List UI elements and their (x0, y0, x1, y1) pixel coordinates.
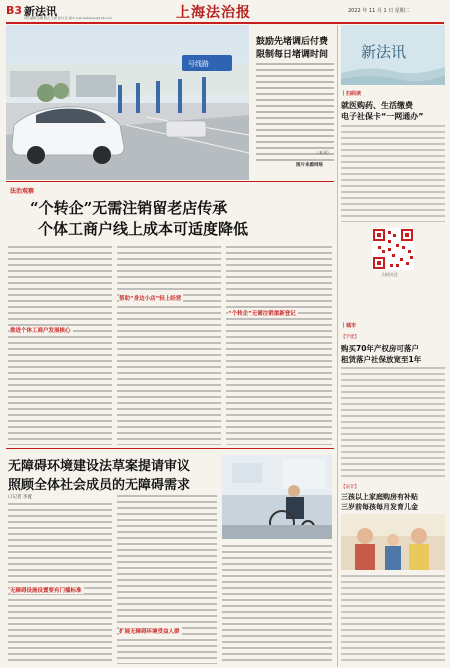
feature-subhead-3: “个转企”无需注销重新登记 (228, 311, 296, 317)
issue-date: 2022 年 11 月 1 日 星期二 (348, 8, 410, 14)
bottom-subhead-2: 扩展无障碍环境受益人群 (119, 629, 180, 635)
bottom-title-1: 无障碍环境建设法草案提请审议 (8, 459, 191, 474)
bottom-top-rule (6, 448, 334, 449)
svg-text:号线路: 号线路 (188, 60, 209, 68)
paper-title: 上海法治报 (176, 5, 251, 21)
top-story-body (256, 62, 336, 162)
page-number: B3 (6, 4, 23, 17)
bottom-col-2-body (117, 494, 217, 664)
sidebar-lianwei-tag: 【南非】 (341, 485, 359, 490)
top-story-byline: （本刊） (315, 150, 331, 155)
sidebar-city-tag: 丨城市 (341, 323, 357, 329)
feature-col-1-body (8, 245, 112, 445)
sidebar-lianwei-headline-2: 三岁前每孩每月发育儿金 (341, 503, 418, 511)
accessibility-photo (222, 455, 332, 539)
feature-top-rule (6, 181, 334, 182)
masthead-rule (6, 22, 444, 24)
feature-subhead-2: 帮助“身边小店”轻上经营 (119, 296, 182, 302)
feature-col-2-body (117, 245, 221, 445)
photo-source: 图片来源网络 (296, 163, 323, 168)
feature-title-2: 个体工商户线上成本可适度降低 (38, 220, 249, 238)
sidebar-body-3 (341, 574, 445, 664)
sidebar-divider (337, 25, 338, 667)
top-story-headline-2: 限制每日堵调时间 (256, 50, 329, 60)
feature-col-3-body (226, 245, 332, 445)
family-photo (341, 514, 445, 570)
sidebar-body-1 (341, 124, 445, 222)
sidebar-headline-1: 就医购药、生活缴费 (341, 101, 413, 110)
sidebar-body-2 (341, 366, 445, 478)
bottom-subhead-1: 无障碍设施设置要有门槛标准 (10, 588, 82, 594)
sidebar-lianwei-headline-1: 三孩以上家庭购房有补贴 (341, 493, 418, 501)
sidebar-city-subtag: 【学建】 (341, 335, 359, 340)
sidebar-logo (341, 25, 445, 85)
bottom-title-2: 照顾全体社会成员的无障碍需求 (8, 478, 191, 493)
sidebar-city-headline-2: 租赁落户社保放宽至1年 (341, 355, 422, 364)
bottom-col-1-body (8, 502, 112, 664)
sidebar-tag-scan: 丨扫码读 (341, 91, 362, 97)
masthead (0, 0, 450, 22)
sidebar-logo-text: 新法讯 (361, 43, 407, 61)
top-story-headline-1: 鼓励先堵调后付费 (256, 37, 329, 47)
sidebar-headline-2: 电子社保卡“一网通办” (341, 112, 424, 121)
bottom-byline: 口记者 李置 (8, 495, 32, 500)
feature-subhead-1: 推进个体工商户发展核心 (10, 328, 71, 334)
news-photo (6, 25, 249, 180)
bottom-col-3-body (222, 544, 332, 664)
qr-code[interactable] (372, 228, 414, 270)
feature-title-1: “个转企”无需注销留老店传承 (30, 199, 228, 217)
sidebar-city-headline-1: 购买70年产权房可落户 (341, 344, 419, 353)
feature-tag: 法治观察 (10, 188, 35, 195)
qr-caption: 扫码关注 (382, 272, 398, 277)
masthead-meta: 责任编辑 张馨 版式 王林 校对 张 倩 E-mail:fazhibao@126.com (24, 16, 112, 20)
section-name: 新法讯 (24, 5, 57, 18)
